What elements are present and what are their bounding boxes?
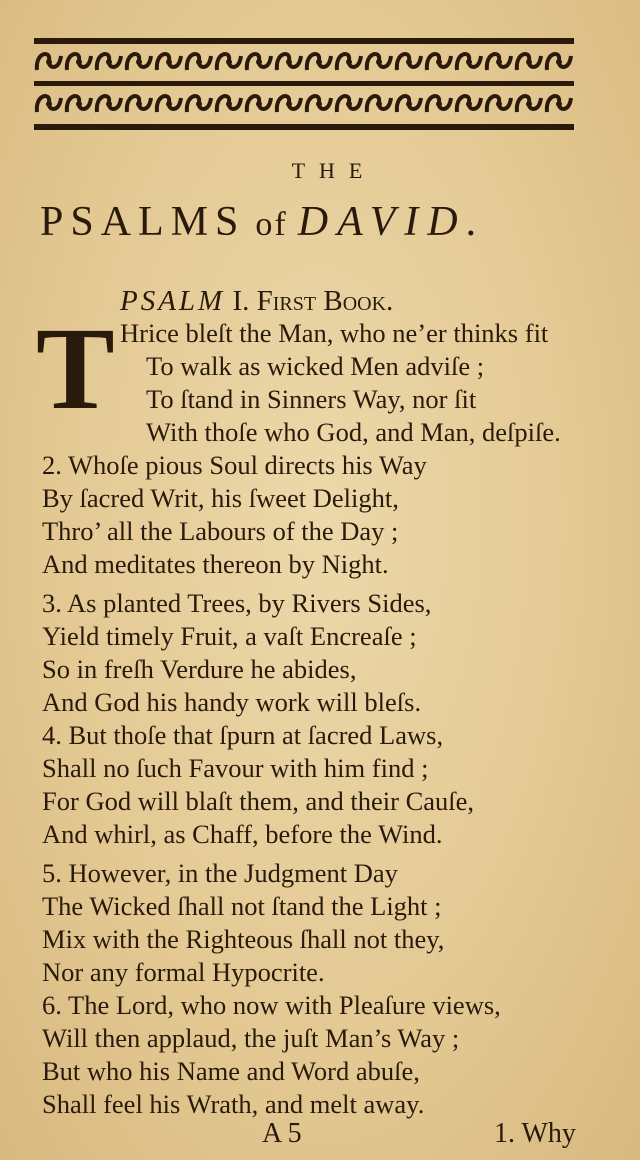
ornament-dot xyxy=(436,59,442,65)
ornament-dot xyxy=(376,59,382,65)
ornament-dot xyxy=(166,59,172,65)
ornament-dot xyxy=(106,59,112,65)
verse-line: And whirl, as Chaff, before the Wind. xyxy=(42,819,443,849)
ornament-dot xyxy=(346,59,352,65)
page-title xyxy=(40,198,600,246)
verse-line: To ſtand in Sinners Way, nor ſit xyxy=(146,384,477,414)
catchword: 1. Why xyxy=(494,1118,576,1149)
title-david: DAVID. xyxy=(297,199,487,245)
ornament-dot xyxy=(496,59,502,65)
ornament-dot xyxy=(286,101,292,107)
ornament-dot xyxy=(76,59,82,65)
psalm-number: I. xyxy=(232,285,250,317)
ornament-dot xyxy=(136,59,142,65)
verse-line: Hrice bleſt the Man, who ne’er thinks fit xyxy=(120,318,549,348)
ornament-dot xyxy=(436,101,442,107)
verse-line: Shall feel his Wrath, and melt away. xyxy=(42,1089,425,1119)
psalm-heading xyxy=(120,285,393,318)
verse-line: 2. Whoſe pious Soul directs his Way xyxy=(42,450,427,480)
ornament-dot xyxy=(526,101,532,107)
ornament-dot xyxy=(226,59,232,65)
verse-line: Nor any formal Hypocrite. xyxy=(42,957,325,987)
ornament-dot xyxy=(106,101,112,107)
verse-line: Mix with the Righteous ſhall not they, xyxy=(42,924,445,954)
drop-cap: T xyxy=(36,303,115,434)
verse-line: Will then applaud, the juſt Man’s Way ; xyxy=(42,1023,460,1053)
verse-line: 4. But thoſe that ſpurn at ſacred Laws, xyxy=(42,720,444,750)
ornament-dot xyxy=(376,101,382,107)
ornament-dot xyxy=(406,101,412,107)
ornament-dot xyxy=(466,101,472,107)
verse-line: 3. As planted Trees, by Rivers Sides, xyxy=(42,588,432,618)
title-of: of xyxy=(255,206,288,243)
verse-line: Thro’ all the Labours of the Day ; xyxy=(42,516,399,546)
verse-line: For God will blaſt them, and their Cauſe, xyxy=(42,786,475,816)
ornament-dot xyxy=(466,59,472,65)
title-the: THE xyxy=(291,158,377,183)
ornament-dot xyxy=(46,59,52,65)
ornament-dot xyxy=(556,59,562,65)
decorative-headpiece xyxy=(34,38,574,130)
verse-line: 5. However, in the Judgment Day xyxy=(42,858,398,888)
ornament-dot xyxy=(256,59,262,65)
verse-line: By ſacred Writ, his ſweet Delight, xyxy=(42,483,399,513)
book-label: First Book. xyxy=(256,285,394,317)
ornament-dot xyxy=(196,101,202,107)
verse-line: The Wicked ſhall not ſtand the Light ; xyxy=(42,891,442,921)
ornament-dot xyxy=(406,59,412,65)
ornament-dot xyxy=(76,101,82,107)
ornament-dot xyxy=(346,101,352,107)
ornament-dot xyxy=(256,101,262,107)
title-psalms: PSALMS xyxy=(40,199,246,245)
verse-line: Shall no ſuch Favour with him find ; xyxy=(42,753,429,783)
ornament-dot xyxy=(556,101,562,107)
ornament-dot xyxy=(526,59,532,65)
ornament-dot xyxy=(166,101,172,107)
ornament-dot xyxy=(226,101,232,107)
ornament-dot xyxy=(316,101,322,107)
verse-line: So in freſh Verdure he abides, xyxy=(42,654,357,684)
ornament-dot xyxy=(286,59,292,65)
verse-line: And meditates thereon by Night. xyxy=(42,549,389,579)
verse-line: To walk as wicked Men adviſe ; xyxy=(146,351,485,381)
signature-mark: A 5 xyxy=(262,1118,302,1149)
ornament-dot xyxy=(316,59,322,65)
verse-line: With thoſe who God, and Man, deſpiſe. xyxy=(146,417,561,447)
verse-line: 6. The Lord, who now with Pleaſure views, xyxy=(42,990,501,1020)
ornament-dot xyxy=(136,101,142,107)
psalm-label: PSALM xyxy=(120,285,226,317)
ornament-dot xyxy=(46,101,52,107)
ornament-dot xyxy=(496,101,502,107)
verse-line: And God his handy work will bleſs. xyxy=(42,687,422,717)
ornament-dot xyxy=(196,59,202,65)
verse-line: Yield timely Fruit, a vaſt Encreaſe ; xyxy=(42,621,417,651)
verse-line: But who his Name and Word abuſe, xyxy=(42,1056,420,1086)
